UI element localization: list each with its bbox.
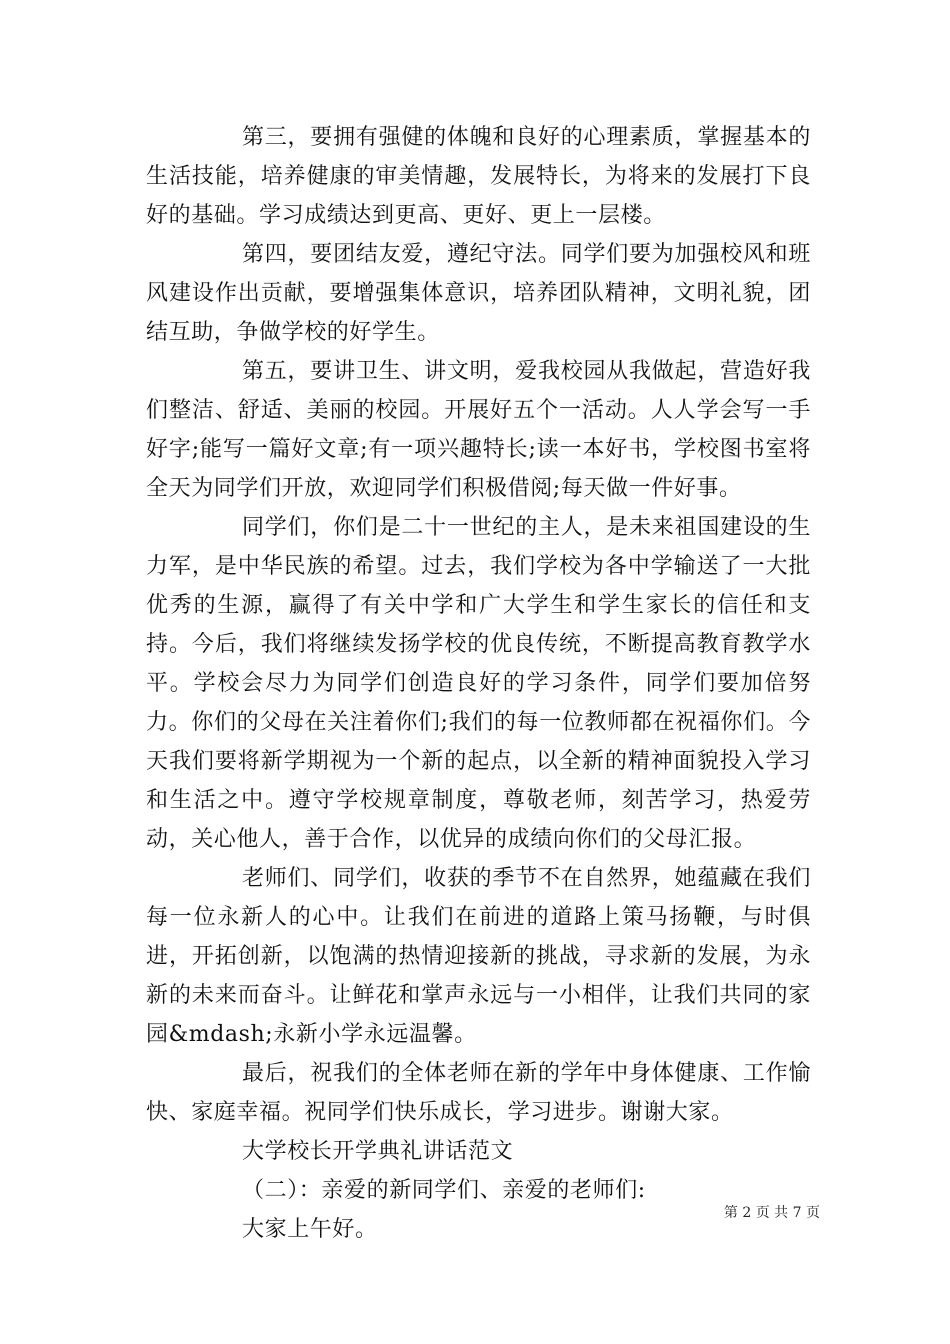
document-body	[146, 118, 811, 1249]
page-number: 第 2 页 共 7 页	[723, 1205, 820, 1221]
paragraph-students: 同学们，你们是二十一世纪的主人，是未来祖国建设的生力军，是中华民族的希望。过去，我们学校为各中学输送了一大批优秀的生源，赢得了有关中学和广大学生和学生家长的信任和支持。今后，我们将继续发扬学校的优良传统，不断提高教育教学水平。学校会尽力为同学们创造良好的学习条件，同学们要加倍努力。你们的父母在关注着你们;我们的每一位教师都在祝福你们。今天我们要将新学期视为一个新的起点，以全新的精神面貌投入学习和生活之中。遵守学校规章制度，尊敬老师，刻苦学习，热爱劳动，关心他人，善于合作，以优异的成绩向你们的父母汇报。	[146, 515, 811, 852]
section-subheading: （二）：亲爱的新同学们、亲爱的老师们:	[242, 1178, 646, 1203]
paragraph-teachers-students: 老师们、同学们，收获的季节不在自然界，她蕴藏在我们每一位永新人的心中。让我们在前进的道路上策马扬鞭，与时俱进，开拓创新，以饱满的热情迎接新的挑战，寻求新的发展，为永新的未来而奋斗。让鲜花和掌声永远与一小相伴，让我们共同的家园&mdash;永新小学永远温馨。	[146, 866, 811, 1047]
paragraph-closing: 最后，祝我们的全体老师在新的学年中身体健康、工作愉快、家庭幸福。祝同学们快乐成长，学习进步。谢谢大家。	[146, 1061, 811, 1125]
paragraph-third: 第三，要拥有强健的体魄和良好的心理素质，掌握基本的生活技能，培养健康的审美情趣，发展特长，为将来的发展打下良好的基础。学习成绩达到更高、更好、更上一层楼。	[146, 125, 811, 228]
greeting-line: 大家上午好。	[242, 1217, 378, 1242]
paragraph-fifth: 第五，要讲卫生、讲文明，爱我校园从我做起，营造好我们整洁、舒适、美丽的校园。开展好五个一活动。人人学会写一手好字;能写一篇好文章;有一项兴趣特长;读一本好书，学校图书室将全天为同学们开放，欢迎同学们积极借阅;每天做一件好事。	[146, 359, 811, 501]
section-heading: 大学校长开学典礼讲话范文	[242, 1139, 514, 1164]
paragraph-fourth: 第四，要团结友爱，遵纪守法。同学们要为加强校风和班风建设作出贡献，要增强集体意识，培养团队精神，文明礼貌，团结互助，争做学校的好学生。	[146, 242, 811, 345]
